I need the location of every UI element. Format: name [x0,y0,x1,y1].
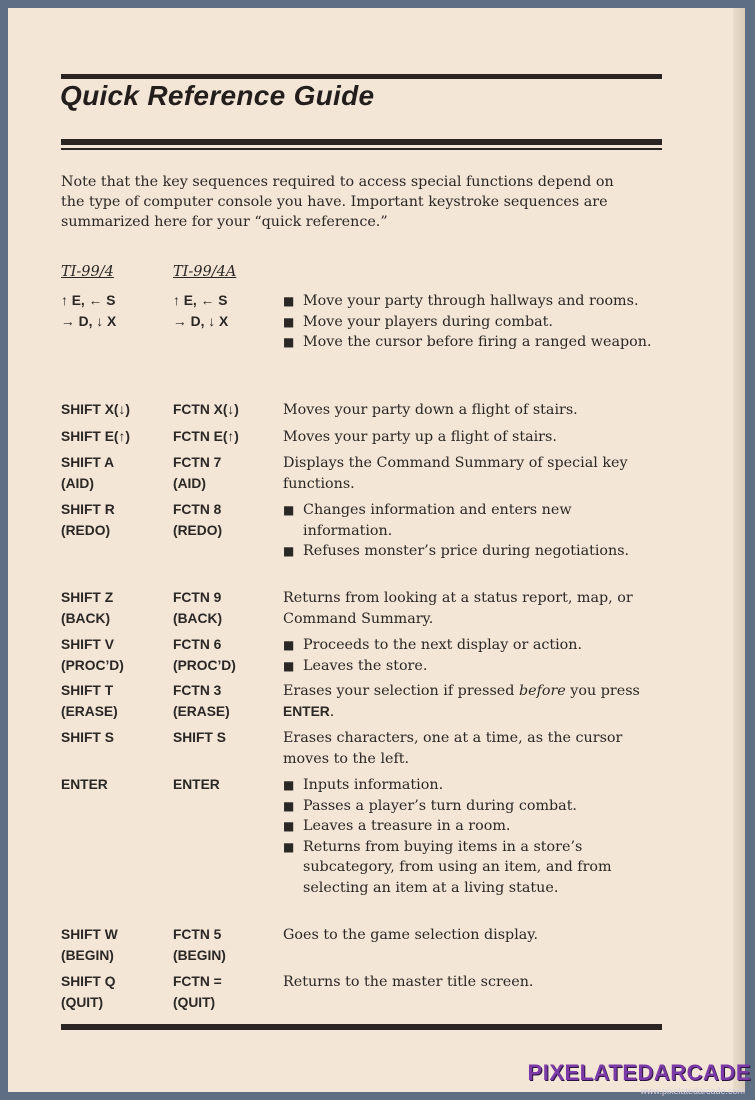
description-list [283,635,655,676]
description: Goes to the game selection display. [283,927,539,943]
list-item: ■ Move the cursor before firing a ranged weapon. [283,332,655,353]
key-ti994a: FCTN = (QUIT) [173,974,222,1010]
title-rule-thick [61,139,662,145]
key-ti994a: FCTN 5 (BEGIN) [173,927,226,963]
page-title: Quick Reference Guide [60,80,375,111]
key-ti994a: FCTN 6 (PROC’D) [173,637,236,673]
list-item: ■ Leaves a treasure in a room. [283,816,655,837]
manual-page [8,8,745,1092]
key-ti994: SHIFT Z (BACK) [61,590,114,626]
key-ti994: SHIFT R (REDO) [61,502,115,538]
description-list [283,775,655,898]
square-bullet-icon: ■ [283,314,295,329]
key-ti994: SHIFT Q (QUIT) [61,974,116,1010]
description: Returns to the master title screen. [283,974,534,990]
key-ti994: SHIFT T (ERASE) [61,683,118,719]
watermark-logo: PIXELATEDARCADE [527,1060,751,1085]
key-ti994a: SHIFT S [173,730,226,745]
list-item: ■ Move your party through hallways and rooms. [283,291,655,312]
bottom-rule [61,1024,662,1030]
key-ti994a: FCTN 9 (BACK) [173,590,223,626]
list-item: ■ Refuses monster’s price during negotiations. [283,541,655,562]
key-ti994a: ENTER [173,777,220,792]
square-bullet-icon: ■ [283,819,295,833]
key-ti994: SHIFT E(↑) [61,429,130,444]
key-ti994a: FCTN 8 (REDO) [173,502,223,538]
description: Moves your party up a flight of stairs. [283,429,557,445]
list-item: ■ Passes a player’s turn during combat. [283,796,655,817]
description: Displays the Command Summary of special key functions. [283,455,628,492]
key-ti994a: FCTN X(↓) [173,402,239,417]
square-bullet-icon: ■ [283,798,295,813]
key-ti994a: ↑ E, ← S → D, ↓ X [173,293,229,329]
square-bullet-icon: ■ [283,544,295,558]
description: Moves your party down a flight of stairs. [283,402,578,418]
square-bullet-icon: ■ [283,294,295,308]
key-ti994: SHIFT S [61,730,114,745]
list-item: ■ Inputs information. [283,775,655,796]
description: Erases your selection if pressed before you press ENTER. [283,683,640,720]
square-bullet-icon: ■ [283,335,295,349]
description: Erases characters, one at a time, as the cursor moves to the left. [283,730,623,767]
key-ti994: SHIFT V (PROC’D) [61,637,124,673]
list-item: ■ Move your players during combat. [283,312,655,333]
list-item: ■ Changes information and enters new information. [283,500,655,541]
key-ti994: SHIFT A (AID) [61,455,115,491]
square-bullet-icon: ■ [283,503,295,517]
list-item: ■ Leaves the store. [283,656,655,677]
title-rule-thin [61,148,662,150]
watermark-url: www.pixelatedarcade.com [640,1086,745,1096]
square-bullet-icon: ■ [283,778,295,792]
description: Returns from looking at a status report, map, or Command Summary. [283,590,633,627]
key-ti994: SHIFT W (BEGIN) [61,927,118,963]
key-ti994a: FCTN 3 (ERASE) [173,683,230,719]
description-list [283,500,655,562]
key-ti994: ENTER [61,777,108,792]
intro-paragraph: Note that the key sequences required to access special functions depend on the type of computer console you have. Important keystroke sequences are summarized here for your “quick reference.” [61,174,614,231]
description-list [283,291,655,353]
square-bullet-icon: ■ [283,839,295,854]
key-ti994: SHIFT X(↓) [61,402,130,417]
column-header-ti994a: TI-99/4A [173,264,237,280]
top-rule [61,74,662,79]
list-item: ■ Returns from buying items in a store’s subcategory, from using an item, and from selecting an item at a living statue. [283,837,655,899]
key-ti994a: FCTN 7 (AID) [173,455,222,491]
page-edge [733,8,745,1092]
key-ti994a: FCTN E(↑) [173,429,239,444]
square-bullet-icon: ■ [283,638,295,652]
list-item: ■ Proceeds to the next display or action. [283,635,655,656]
key-ti994: ↑ E, ← S → D, ↓ X [61,293,117,329]
square-bullet-icon: ■ [283,658,295,673]
column-header-ti994: TI-99/4 [61,264,114,280]
